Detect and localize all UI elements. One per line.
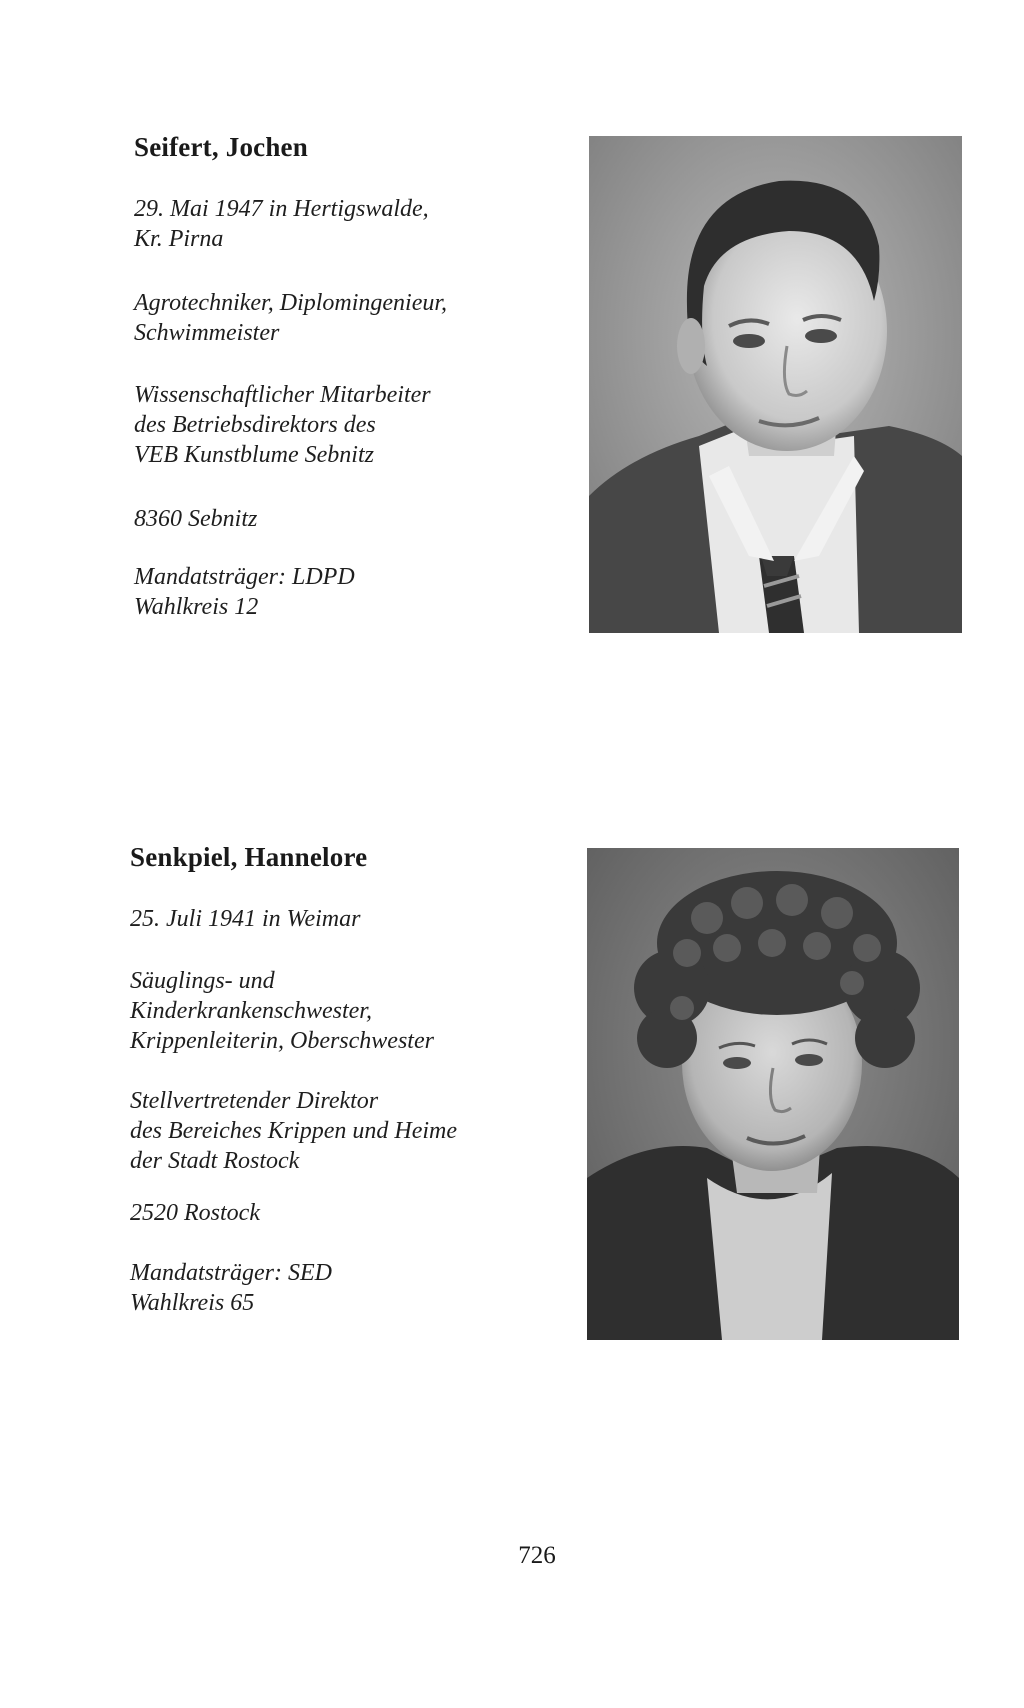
entry-name: Seifert, Jochen	[134, 132, 308, 162]
portrait-man-image	[589, 136, 962, 633]
portrait-woman-image	[587, 848, 959, 1340]
entry-name: Senkpiel, Hannelore	[130, 842, 368, 872]
birth-info: 29. Mai 1947 in Hertigswalde, Kr. Pirna	[134, 196, 429, 252]
birth-info: 25. Juli 1941 in Weimar	[130, 906, 361, 932]
city-info: 8360 Sebnitz	[134, 506, 258, 532]
portrait-photo	[587, 848, 959, 1340]
profession-info: Agrotechniker, Diplomingenieur, Schwimmeister	[134, 290, 448, 346]
profession-info: Säuglings- und Kinderkrankenschwester, Krippenleiterin, Oberschwester	[130, 968, 434, 1054]
city-info: 2520 Rostock	[130, 1200, 260, 1226]
portrait-photo	[589, 136, 962, 633]
occupation-info: Wissenschaftlicher Mitarbeiter des Betriebsdirektors des VEB Kunstblume Sebnitz	[134, 382, 431, 468]
occupation-info: Stellvertretender Direktor des Bereiches Krippen und Heime der Stadt Rostock	[130, 1088, 458, 1174]
mandate-info: Mandatsträger: SED Wahlkreis 65	[130, 1260, 332, 1316]
page-number: 726	[518, 1542, 556, 1569]
mandate-info: Mandatsträger: LDPD Wahlkreis 12	[134, 564, 355, 620]
